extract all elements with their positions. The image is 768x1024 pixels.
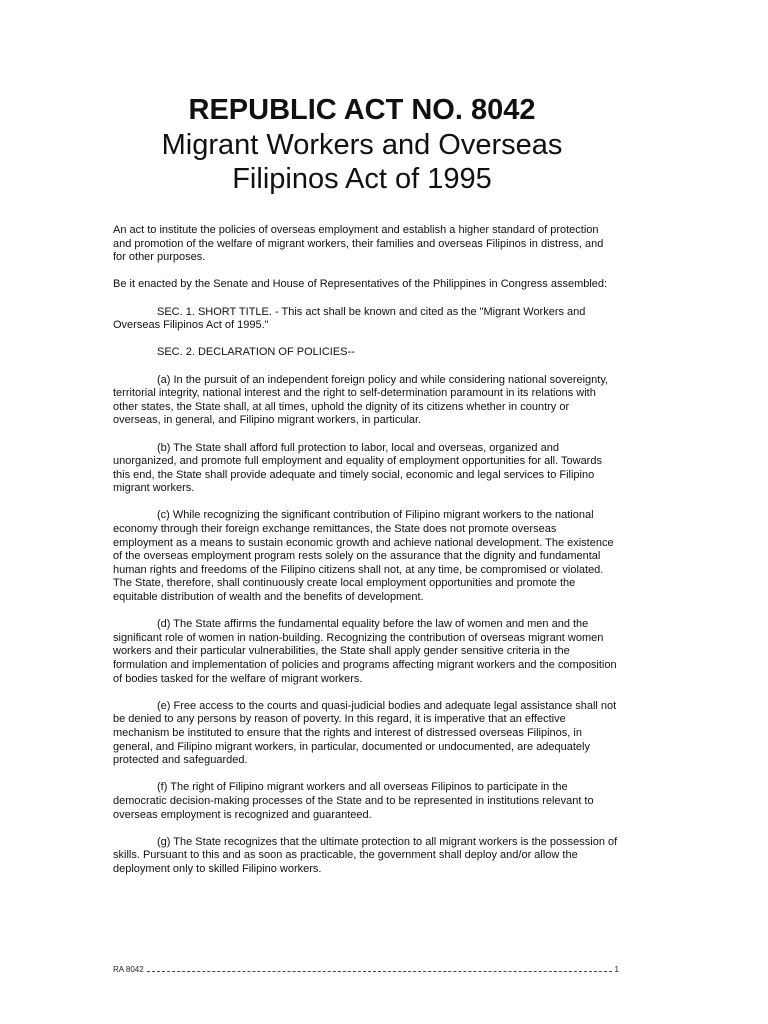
document-subtitle-line-2: Filipinos Act of 1995 [232, 163, 492, 195]
policy-paragraph-f: (f) The right of Filipino migrant workers and all overseas Filipinos to participate in the democratic decision-making processes of the State and to be represented in institutions relevant to overseas employment is recognized and guaranteed. [113, 781, 594, 821]
document-title: REPUBLIC ACT NO. 8042 [188, 94, 536, 126]
policy-paragraph-e: (e) Free access to the courts and quasi-judicial bodies and adequate legal assistance shall not be denied to any persons by reason of poverty. In this regard, it is imperative that an effective mechanism be instituted to ensure that the rights and interest of distressed overseas Filipinos, in general, and Filipino migrant workers, in particular, documented or undocumented, are adequately protected and safeguarded. [113, 699, 617, 767]
title-block [112, 92, 612, 196]
enacting-clause: Be it enacted by the Senate and House of Representatives of the Philippines in Congress assembled: [113, 278, 608, 291]
intro-paragraph: An act to institute the policies of overseas employment and establish a higher standard of protection and promotion of the welfare of migrant workers, their families and overseas Filipinos in distress, and for other purposes. [113, 224, 604, 264]
section-1-short-title: SEC. 1. SHORT TITLE. - This act shall be known and cited as the "Migrant Workers and Overseas Filipinos Act of 1995." [113, 305, 586, 332]
section-2-heading: SEC. 2. DECLARATION OF POLICIES-- [157, 346, 355, 359]
footer-dashed-rule [147, 971, 612, 972]
document-subtitle-line-1: Migrant Workers and Overseas [161, 129, 563, 161]
policy-paragraph-c: (c) While recognizing the significant contribution of Filipino migrant workers to the national economy through their foreign exchange remittances, the State does not promote overseas employment as a means to sustain economic growth and achieve national development. The existence of the overseas employment program rests solely on the assurance that the dignity and fundamental human rights and freedoms of the Filipino citizens shall not, at any time, be compromised or violated. The State, therefore, shall continuously create local employment opportunities and promote the equitable distribution of wealth and the benefits of development. [113, 509, 614, 604]
policy-paragraph-g: (g) The State recognizes that the ultimate protection to all migrant workers is the possession of skills. Pursuant to this and as soon as practicable, the government shall deploy and/or allow the deployment only to skilled Filipino workers. [113, 835, 618, 875]
policy-paragraph-d: (d) The State affirms the fundamental equality before the law of women and men and the significant role of women in nation-building. Recognizing the contribution of overseas migrant women workers and their particular vulnerabilities, the State shall apply gender sensitive criteria in the formulation and implementation of policies and programs affecting migrant workers and the composition of bodies tasked for the welfare of migrant workers. [113, 618, 617, 685]
page-number: 1 [614, 965, 619, 974]
policy-paragraph-b: (b) The State shall afford full protection to labor, local and overseas, organized and unorganized, and promote full employment and equality of employment opportunities for all. Towards this end, the State shall provide adequate and timely social, economic and legal services to Filipino migrant workers. [113, 441, 602, 495]
page-footer [113, 964, 619, 976]
document-body [113, 224, 619, 890]
footer-label: RA 8042 [113, 965, 144, 974]
policy-paragraph-a: (a) In the pursuit of an independent foreign policy and while considering national sovereignty, territorial integrity, national interest and the right to self-determination paramount in its relations with other states, the State shall, at all times, uphold the dignity of its citizens whether in country or overseas, in general, and Filipino migrant workers, in particular. [113, 373, 609, 427]
